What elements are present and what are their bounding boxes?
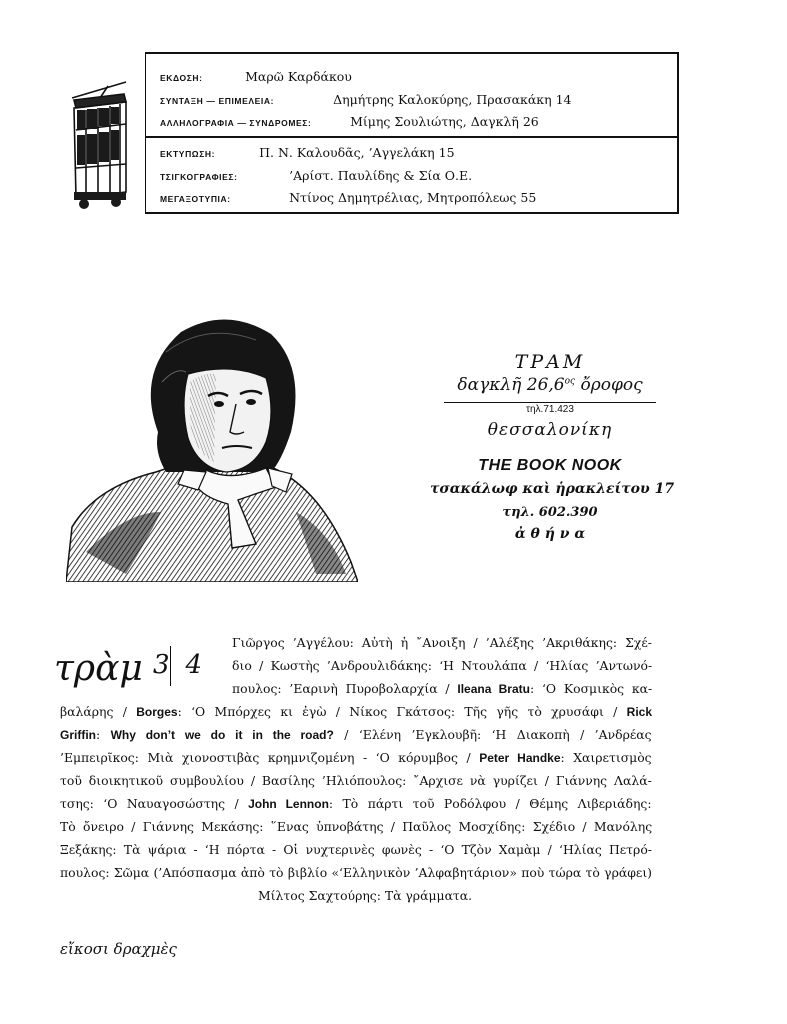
colophon-label: ΤΣΙΓΚΟΓΡΑΦΙΕΣ: [160, 172, 238, 182]
contents-line: Τὸ ὄνειρο / Γιάννης Μεκάσης: ῞Ενας ὑπνοβάτης / Παῦλος Μοσχίδης: Σχέδιο / Μανόλης [60, 819, 653, 834]
contents-line: Griffin: Why don’t we do it in the road? / ‘Ελένη ’Εγκλουβῆ: ‘Η Διακοπὴ / ’Ανδρέας [60, 727, 652, 742]
contents-latin-name: John Lennon [248, 797, 329, 811]
shop-phone: τηλ. 602.390 [502, 505, 598, 520]
contents-latin-name: Peter Handke [479, 751, 561, 765]
colophon-box [145, 52, 679, 214]
issue-number [153, 650, 202, 680]
issue-number-b: 4 [185, 650, 203, 680]
colophon-value: Π. Ν. Καλουδᾶς, ’Αγγελάκη 15 [259, 145, 455, 160]
colophon-label: ΑΛΛΗΛΟΓΡΑΦΙΑ — ΣΥΝΔΡΟΜΕΣ: [160, 118, 312, 128]
price-text: εἴκοσι δραχμὲς [60, 940, 177, 958]
colophon-row-silkscreen [160, 187, 536, 206]
shop-name: THE BOOK NOOK [478, 457, 622, 474]
shop-city: ἀ θ ή ν α [514, 526, 586, 542]
addresses-block [430, 345, 675, 555]
contents-line: τσης: ‘Ο Ναυαγοσώστης / John Lennon: Τὸ πάρτι τοῦ Ροδόλφου / Θέμης Λιβεριάδης: [60, 796, 652, 811]
tram-car-icon [68, 80, 130, 210]
colophon-row-printing [160, 142, 455, 161]
colophon-label: ΜΕΓΑΞΟΤΥΠΙΑ: [160, 194, 231, 204]
contents-latin-name: Ileana Bratu [457, 682, 530, 696]
contents-line: Ξεξάκης: Τὰ ψάρια - ‘Η πόρτα - Οἱ νυχτερινὲς φωνὲς - ‘Ο Τζὸν Χαμὰμ / ‘Ηλίας Πετρό- [60, 842, 652, 857]
colophon-value: Μίμης Σουλιώτης, Δαγκλῆ 26 [350, 114, 539, 129]
contents-line: πουλος: Σῶμα (’Απόσπασμα ἀπὸ τὸ βιβλίο «‘Ελληνικὸν ’Αλφαβητάριον» ποὺ τώρα τὸ γράφει) [60, 865, 653, 880]
contents-line: ’Εμπειρῖκος: Μιὰ χιονοστιβὰς κρημνιζομένη - ‘Ο κόρυμβος / Peter Handke: Χαιρετισμὸς [60, 750, 652, 765]
tram-phone: τηλ.71.423 [526, 404, 574, 415]
contents-line: τοῦ διοικητικοῦ συμβουλίου / Βασίλης ’Ηλιόπουλος: ῎Αρχισε νὰ γυρίζει / Γιάννης Λαλά- [60, 773, 652, 788]
colophon-value: ’Αρίστ. Παυλίδης & Σία Ο.Ε. [289, 168, 473, 183]
colophon-label: ΕΚΔΟΣΗ: [160, 73, 203, 83]
contents-latin-name: Borges [136, 705, 178, 719]
shop-street: τσακάλωφ καὶ ἡρακλείτου 17 [430, 481, 675, 497]
colophon-row-editor [160, 89, 571, 108]
contents-latin-name: Rick [626, 705, 653, 719]
issue-number-a: 3 [153, 650, 170, 680]
tram-floor-suffix: ος [564, 376, 576, 387]
tram-city: θεσσαλονίκη [487, 420, 613, 440]
colophon-row-correspondence [160, 111, 539, 130]
contents-latin-name: Griffin [60, 728, 96, 742]
colophon-value: Μαρῶ Καρδάκου [245, 69, 352, 84]
colophon-label: ΣΥΝΤΑΞΗ — ΕΠΙΜΕΛΕΙΑ: [160, 96, 275, 106]
colophon-row-publisher [160, 66, 352, 85]
colophon-value: Δημήτρης Καλοκύρης, Πρασακάκη 14 [333, 92, 572, 107]
contents-line: Μίλτος Σαχτούρης: Τὰ γράμματα. [258, 888, 473, 903]
issue-number-separator [170, 646, 171, 686]
tram-street-text: δαγκλῆ 26,6 [457, 375, 565, 395]
contents-latin-name: Why don’t we do it in the road? [110, 728, 334, 742]
tram-floor-text: ὄροφος [575, 375, 643, 395]
tram-name: ΤΡΑΜ [514, 351, 586, 373]
tram-address-underline [444, 402, 656, 403]
colophon-label: ΕΚΤΥΠΩΣΗ: [160, 149, 216, 159]
contents-line: πουλος: ’Εαρινὴ Πυροβολαρχία / Ileana Bratu: ‘Ο Κοσμικὸς κα- [232, 681, 653, 696]
contents-line: διο / Κωστὴς ’Ανδρουλιδάκης: ‘Η Ντουλάπα / ‘Ηλίας ’Αντωνό- [232, 658, 653, 673]
portrait-illustration [66, 312, 358, 582]
tram-street [430, 375, 670, 395]
colophon-value: Ντίνος Δημητρέλιας, Μητροπόλεως 55 [289, 190, 537, 205]
contents-line: βαλάρης / Borges: ‘Ο Μπόρχες κι ἐγὼ / Νίκος Γκάτσος: Τῆς γῆς τὸ χρυσάφι / Rick [60, 704, 653, 719]
issue-title: τρὰμ [54, 648, 143, 689]
colophon-row-zincography [160, 165, 472, 184]
contents-line: Γιῶργος ’Αγγέλου: Αὐτὴ ἡ ῎Ανοιξη / ’Αλέξης ’Ακριθάκης: Σχέ- [232, 635, 652, 650]
colophon-divider [146, 136, 677, 138]
